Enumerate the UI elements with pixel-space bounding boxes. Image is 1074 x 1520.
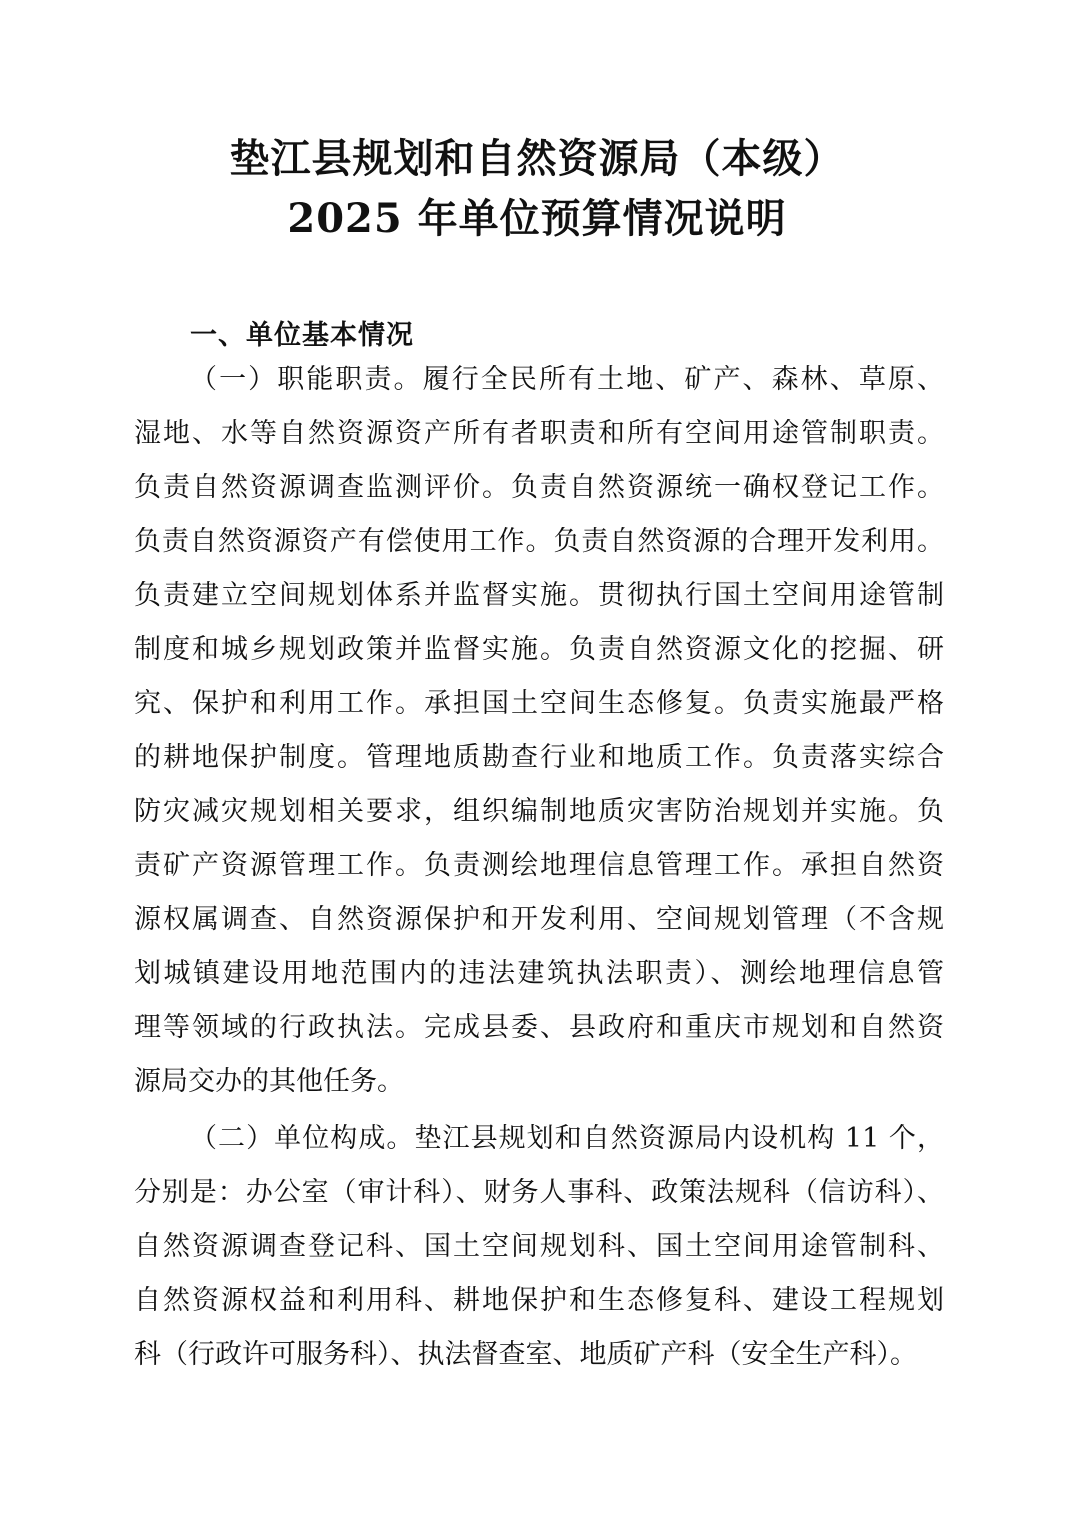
paragraph-line: 负责自然资源资产有偿使用工作。负责自然资源的合理开发利用。 <box>134 527 944 557</box>
document-title-line-1: 垫江县规划和自然资源局（本级） <box>229 135 845 182</box>
paragraph-line: 制度和城乡规划政策并监督实施。负责自然资源文化的挖掘、研 <box>134 635 944 665</box>
section-heading: 一、单位基本情况 <box>190 320 414 351</box>
paragraph-line: 湿地、水等自然资源资产所有者职责和所有空间用途管制职责。 <box>134 419 944 449</box>
paragraph-line: 科（行政许可服务科）、执法督查室、地质矿产科（安全生产科）。 <box>134 1340 917 1370</box>
paragraph-line: 分别是：办公室（审计科）、财务人事科、政策法规科（信访科）、 <box>134 1178 944 1208</box>
paragraph-line: 自然资源调查登记科、国土空间规划科、国土空间用途管制科、 <box>134 1232 944 1262</box>
paragraph-line: （一）职能职责。履行全民所有土地、矿产、森林、草原、 <box>190 365 944 395</box>
paragraph-line: 责矿产资源管理工作。负责测绘地理信息管理工作。承担自然资 <box>134 851 944 881</box>
paragraph-line: 负责建立空间规划体系并监督实施。贯彻执行国土空间用途管制 <box>134 581 944 611</box>
paragraph-line: 自然资源权益和利用科、耕地保护和生态修复科、建设工程规划 <box>134 1286 944 1316</box>
paragraph-line: 理等领域的行政执法。完成县委、县政府和重庆市规划和自然资 <box>134 1013 944 1043</box>
paragraph-line: 源权属调查、自然资源保护和开发利用、空间规划管理（不含规 <box>134 905 944 935</box>
document-title-line-2: 2025 年单位预算情况说明 <box>287 195 787 242</box>
paragraph-line: （二）单位构成。垫江县规划和自然资源局内设机构 11 个， <box>190 1124 944 1154</box>
paragraph-line: 负责自然资源调查监测评价。负责自然资源统一确权登记工作。 <box>134 473 944 503</box>
paragraph-line: 的耕地保护制度。管理地质勘查行业和地质工作。负责落实综合 <box>134 743 944 773</box>
paragraph-line: 源局交办的其他任务。 <box>134 1067 404 1097</box>
paragraph-line: 究、保护和利用工作。承担国土空间生态修复。负责实施最严格 <box>134 689 944 719</box>
paragraph-line: 防灾减灾规划相关要求，组织编制地质灾害防治规划并实施。负 <box>134 797 944 827</box>
paragraph-line: 划城镇建设用地范围内的违法建筑执法职责）、测绘地理信息管 <box>134 959 944 989</box>
